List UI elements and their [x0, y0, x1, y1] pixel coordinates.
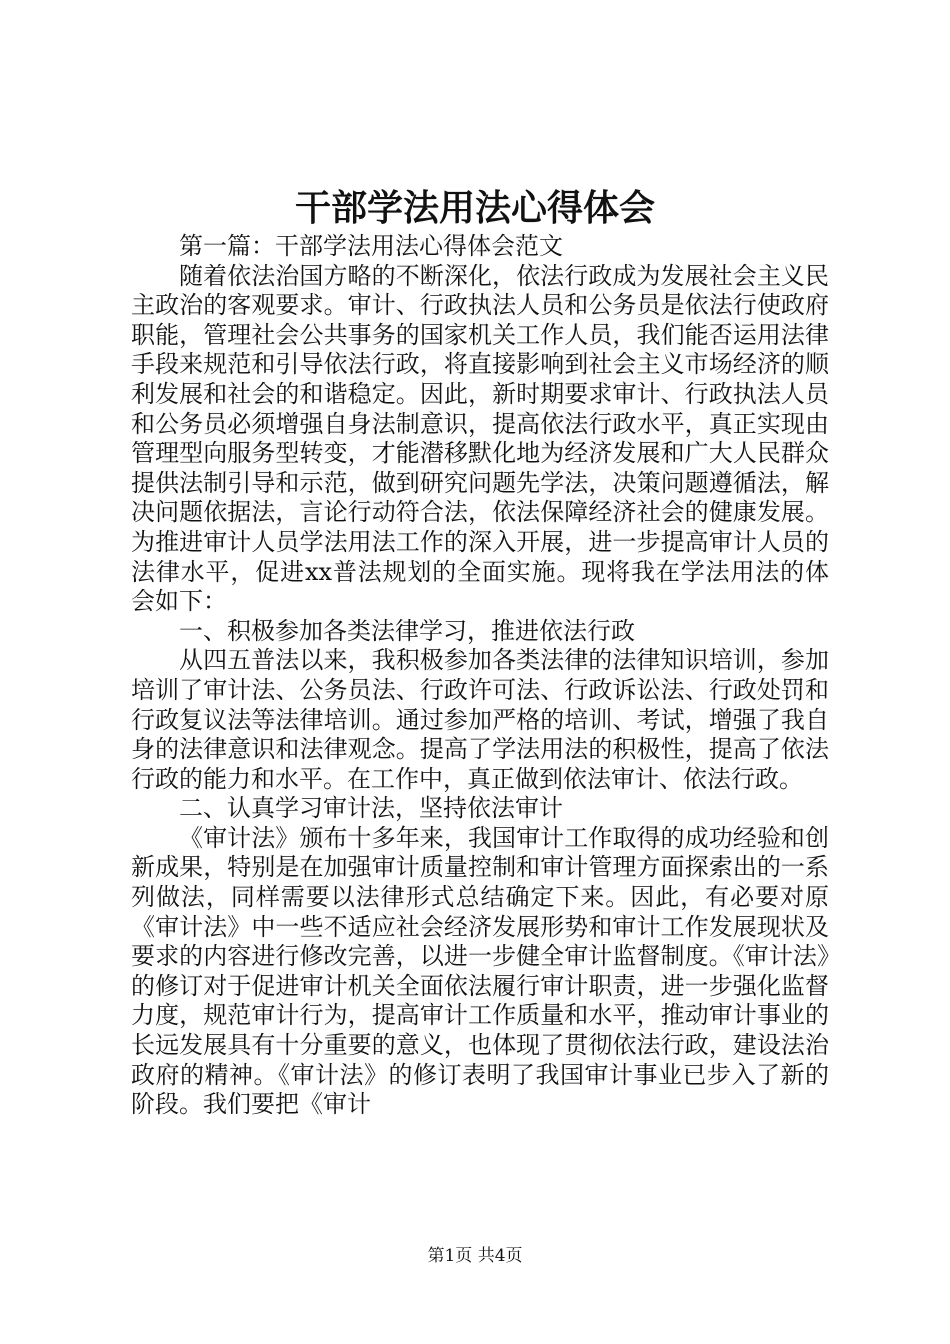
document-body	[131, 232, 829, 1120]
section-heading-two: 二、认真学习审计法，坚持依法审计	[179, 794, 563, 823]
page-title: 干部学法用法心得体会	[294, 187, 655, 229]
intro-paragraph: 随着依法治国方略的不断深化，依法行政成为发展社会主义民主政治的客观要求。审计、行政执法人员和公务员是依法行使政府职能，管理社会公共事务的国家机关工作人员，我们能否运用法律手段来规范和引导依法行政，将直接影响到社会主义市场经济的顺利发展和社会的和谐稳定。因此，新时期要求审计、行政执法人员和公务员必须增强自身法制意识，提高依法行政水平，真正实现由管理型向服务型转变，才能潜移默化地为经济发展和广大人民群众提供法制引导和示范，做到研究问题先学法，决策问题遵循法，解决问题依据法，言论行动符合法，依法保障经济社会的健康发展。为推进审计人员学法用法工作的深入开展，进一步提高审计人员的法律水平，促进xx普法规划的全面实施。现将我在学法用法的体会如下：	[131, 261, 829, 616]
page-number-footer: 第1页 共4页	[427, 1246, 523, 1266]
section-one-paragraph: 从四五普法以来，我积极参加各类法律的法律知识培训，参加培训了审计法、公务员法、行政许可法、行政诉讼法、行政处罚和行政复议法等法律培训。通过参加严格的培训、考试，增强了我自身的法律意识和法律观念。提高了学法用法的积极性，提高了依法行政的能力和水平。在工作中，真正做到依法审计、依法行政。	[131, 646, 829, 793]
section-heading-one: 一、积极参加各类法律学习，推进依法行政	[179, 616, 635, 645]
section-two-paragraph: 《审计法》颁布十多年来，我国审计工作取得的成功经验和创新成果，特别是在加强审计质量控制和审计管理方面探索出的一系列做法，同样需要以法律形式总结确定下来。因此，有必要对原《审计法》中一些不适应社会经济发展形势和审计工作发展现状及要求的内容进行修改完善，以进一步健全审计监督制度。《审计法》的修订对于促进审计机关全面依法履行审计职责，进一步强化监督力度，规范审计行为，提高审计工作质量和水平，推动审计事业的长远发展具有十分重要的意义，也体现了贯彻依法行政，建设法治政府的精神。《审计法》的修订表明了我国审计事业已步入了新的阶段。我们要把《审计	[131, 823, 829, 1119]
section-heading-first: 第一篇：干部学法用法心得体会范文	[179, 232, 563, 260]
